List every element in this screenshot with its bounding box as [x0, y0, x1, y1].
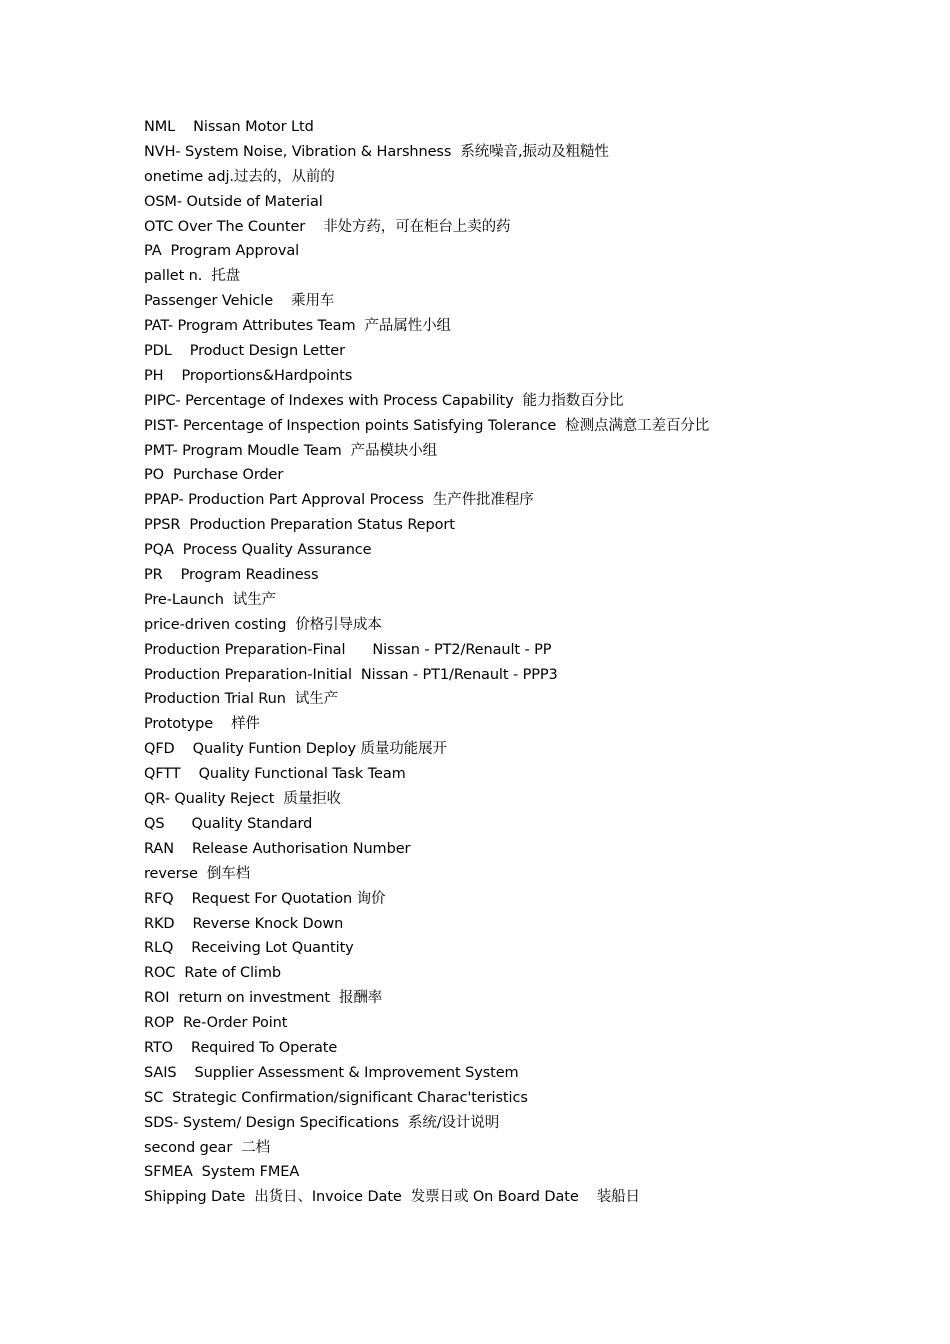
- glossary-entry-passenger-vehicle: Passenger Vehicle 乘用车: [144, 293, 335, 310]
- glossary-entry-pa: PA Program Approval: [144, 243, 300, 260]
- glossary-entry-po: PO Purchase Order: [144, 467, 284, 484]
- glossary-entry-sds: SDS- System/ Design Specifications 系统/设计说明: [144, 1114, 500, 1131]
- glossary-entry-pmt: PMT- Program Moudle Team 产品模块小组: [144, 442, 438, 459]
- glossary-entry-nvh: NVH- System Noise, Vibration & Harshness 系统噪音,振动及粗糙性: [144, 143, 609, 160]
- glossary-entry-sfmea: SFMEA System FMEA: [144, 1164, 300, 1181]
- glossary-entry-roc: ROC Rate of Climb: [144, 965, 281, 982]
- glossary-entry-rlq: RLQ Receiving Lot Quantity: [144, 940, 354, 957]
- glossary-entry-pdl: PDL Product Design Letter: [144, 343, 345, 360]
- glossary-entry-production-preparation-final: Production Preparation-Final Nissan - PT2/Renault - PP: [144, 641, 552, 658]
- glossary-entry-prototype: Prototype 样件: [144, 716, 260, 733]
- glossary-entry-reverse: reverse 倒车档: [144, 865, 251, 882]
- glossary-entry-rto: RTO Required To Operate: [144, 1039, 338, 1056]
- glossary-entry-ph: PH Proportions&Hardpoints: [144, 367, 353, 384]
- glossary-entry-pat: PAT- Program Attributes Team 产品属性小组: [144, 318, 451, 335]
- glossary-entry-qs: QS Quality Standard: [144, 815, 313, 832]
- glossary-entry-pist: PIST- Percentage of Inspection points Satisfying Tolerance 检测点满意工差百分比: [144, 417, 710, 434]
- glossary-entry-price-driven-costing: price-driven costing 价格引导成本: [144, 616, 382, 633]
- glossary-entry-roi: ROI return on investment 报酬率: [144, 990, 383, 1007]
- glossary-list: [144, 115, 904, 1210]
- glossary-entry-production-preparation-initial: Production Preparation-Initial Nissan - PT1/Renault - PPP3: [144, 666, 558, 683]
- glossary-entry-sc: SC Strategic Confirmation/significant Charac'teristics: [144, 1089, 528, 1106]
- glossary-entry-second-gear: second gear 二档: [144, 1139, 271, 1156]
- glossary-entry-rkd: RKD Reverse Knock Down: [144, 915, 344, 932]
- glossary-entry-production-trial-run: Production Trial Run 试生产: [144, 691, 339, 708]
- glossary-entry-pipc: PIPC- Percentage of Indexes with Process Capability 能力指数百分比: [144, 392, 624, 409]
- glossary-entry-pr: PR Program Readiness: [144, 567, 319, 584]
- glossary-entry-onetime: onetime adj.过去的，从前的: [144, 168, 335, 185]
- glossary-entry-sais: SAIS Supplier Assessment & Improvement System: [144, 1064, 519, 1081]
- glossary-entry-ppsr: PPSR Production Preparation Status Report: [144, 517, 455, 534]
- glossary-entry-ppap: PPAP- Production Part Approval Process 生产件批准程序: [144, 492, 534, 509]
- glossary-entry-qftt: QFTT Quality Functional Task Team: [144, 766, 406, 783]
- glossary-entry-pqa: PQA Process Quality Assurance: [144, 542, 372, 559]
- glossary-entry-osm: OSM- Outside of Material: [144, 193, 323, 210]
- glossary-entry-otc: OTC Over The Counter 非处方药，可在柜台上卖的药: [144, 218, 511, 235]
- glossary-entry-rfq: RFQ Request For Quotation 询价: [144, 890, 386, 907]
- glossary-entry-qr: QR- Quality Reject 质量拒收: [144, 791, 341, 808]
- glossary-entry-pallet: pallet n. 托盘: [144, 268, 241, 285]
- glossary-entry-nml: NML Nissan Motor Ltd: [144, 119, 314, 135]
- glossary-entry-pre-launch: Pre-Launch 试生产: [144, 591, 277, 608]
- glossary-entry-rop: ROP Re-Order Point: [144, 1015, 288, 1032]
- glossary-entry-qfd: QFD Quality Funtion Deploy 质量功能展开: [144, 741, 447, 758]
- glossary-entry-shipping-date: Shipping Date 出货日、Invoice Date 发票日或 On Board Date 装船日: [144, 1189, 640, 1206]
- glossary-entry-ran: RAN Release Authorisation Number: [144, 840, 411, 857]
